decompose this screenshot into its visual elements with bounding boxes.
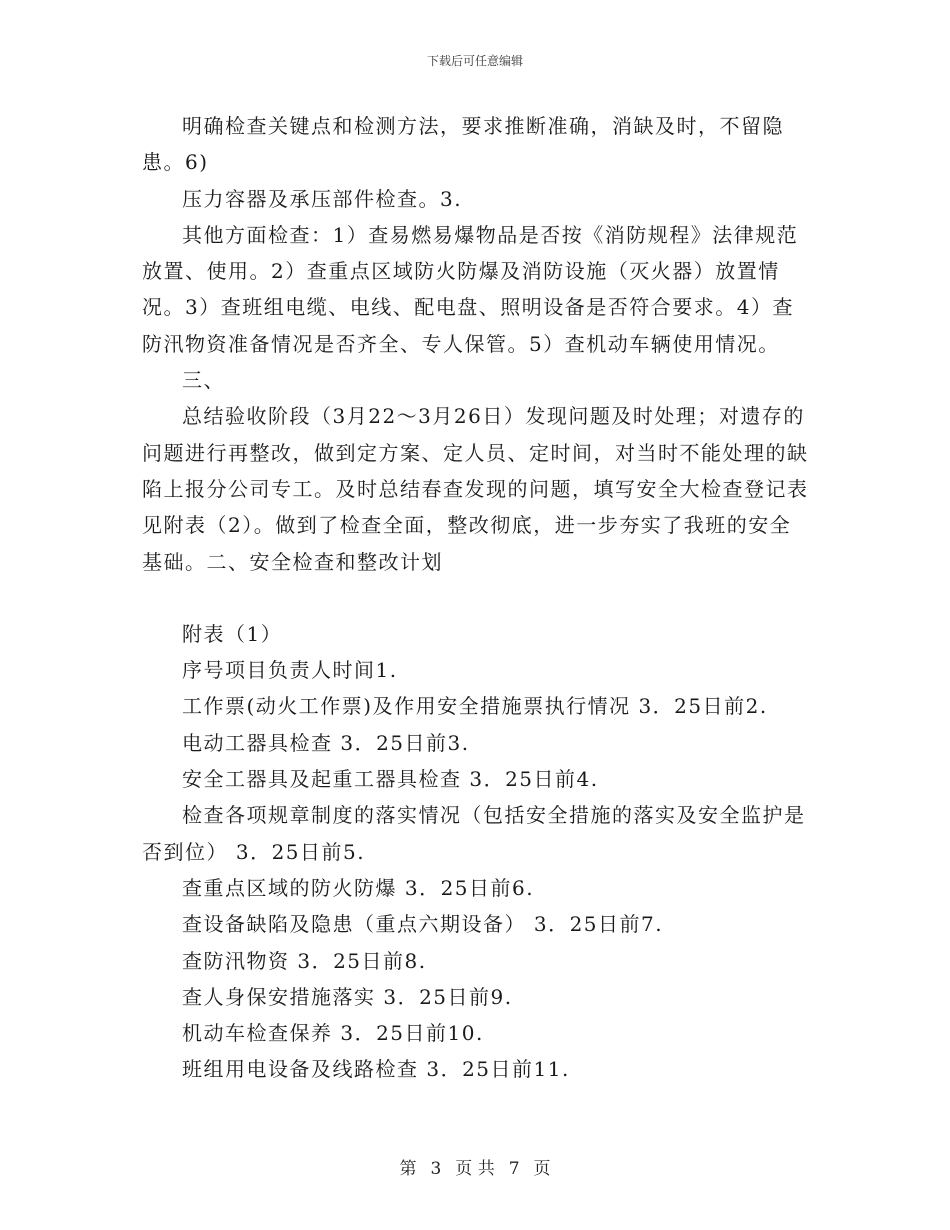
page-footer <box>0 1154 950 1179</box>
footer-prefix: 第 <box>399 1159 417 1179</box>
list-item: 安全工器具及起重工器具检查 3．25日前4. <box>182 767 599 792</box>
footer-suffix: 页 <box>533 1159 551 1179</box>
list-item: 电动工器具检查 3．25日前3. <box>182 730 470 755</box>
list-item: 检查各项规章制度的落实情况（包括安全措施的落实及安全监护是否到位） 3．25日前5. <box>142 803 806 864</box>
table-caption: 附表（1） <box>182 621 283 646</box>
document-body <box>142 108 812 1088</box>
paragraph: 三、 <box>182 368 225 393</box>
paragraph: 总结验收阶段（3月22～3月26日）发现问题及时处理；对遗存的问题进行再整改，做到定方案、定人员、定时间，对当时不能处理的缺陷上报分公司专工。及时总结春查发现的问题，填写安全大检查登记表见附表（2）。做到了检查全面，整改彻底，进一步夯实了我班的安全基础。二、安全检查和整改计划 <box>142 404 809 574</box>
list-item: 查防汛物资 3．25日前8. <box>182 948 427 973</box>
list-item: 机动车检查保养 3．25日前10. <box>182 1021 484 1046</box>
paragraph: 压力容器及承压部件检查。3. <box>182 186 463 211</box>
footer-middle: 页 共 <box>455 1159 495 1179</box>
total-pages: 7 <box>508 1159 520 1179</box>
list-item: 工作票(动火工作票)及作用安全措施票执行情况 3．25日前2. <box>182 694 768 719</box>
list-item: 序号项目负责人时间1. <box>182 658 398 683</box>
list-item: 查重点区域的防火防爆 3．25日前6. <box>182 875 535 900</box>
page-header: 下载后可任意编辑 <box>426 54 523 68</box>
paragraph: 明确检查关键点和检测方法，要求推断准确，消缺及时，不留隐患。6) <box>142 114 784 175</box>
paragraph: 其他方面检查：1）查易燃易爆物品是否按《消防规程》法律规范放置、使用。2）查重点区域防火防爆及消防设施（灭火器）放置情况。3）查班组电缆、电线、配电盘、照明设备是否符合要求。4）查防汛物资准备情况是否齐全、专人保管。5）查机动车辆使用情况。 <box>142 222 799 356</box>
list-item: 班组用电设备及线路检查 3．25日前11. <box>182 1057 570 1082</box>
list-item: 查设备缺陷及隐患（重点六期设备） 3．25日前7. <box>182 912 664 937</box>
page-number: 3 <box>430 1159 442 1179</box>
list-item: 查人身保安措施落实 3．25日前9. <box>182 984 513 1009</box>
